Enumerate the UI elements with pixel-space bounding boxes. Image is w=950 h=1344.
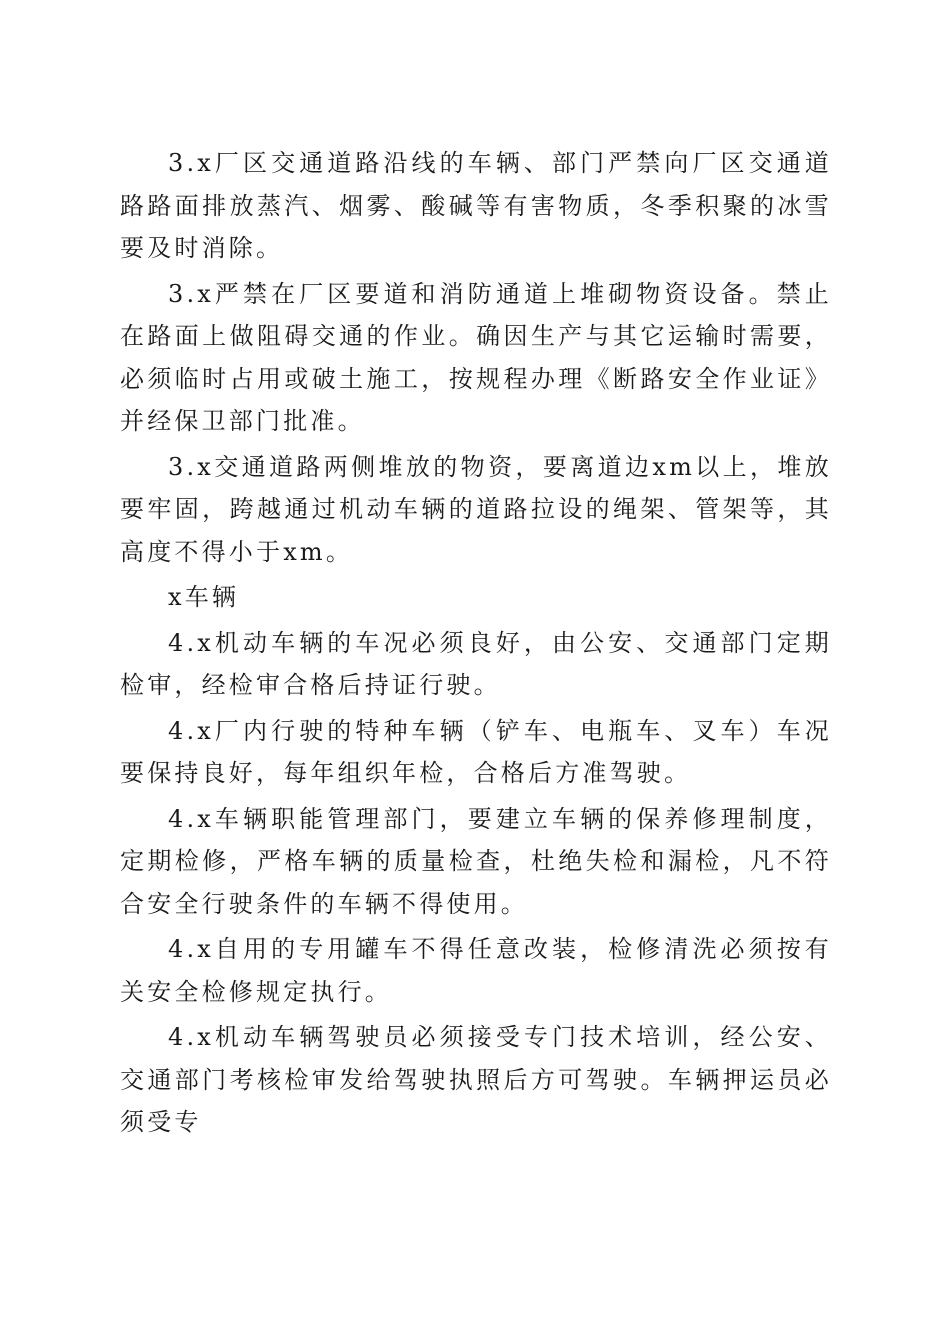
paragraph-4-vehicle-condition: 4.x机动车辆的车况必须良好，由公安、交通部门定期检审，经检审合格后持证行驶。 [120, 628, 832, 699]
document-body [120, 142, 832, 1147]
paragraph-4-maintenance: 4.x车辆职能管理部门，要建立车辆的保养修理制度，定期检修，严格车辆的质量检查，杜绝失检和漏检，凡不符合安全行驶条件的车辆不得使用。 [120, 804, 832, 918]
paragraph-4-special-vehicles: 4.x厂内行驶的特种车辆（铲车、电瓶车、叉车）车况要保持良好，每年组织年检，合格后方准驾驶。 [120, 716, 832, 787]
paragraph-4-driver-training: 4.x机动车辆驾驶员必须接受专门技术培训，经公安、交通部门考核检审发给驾驶执照后方可驾驶。车辆押运员必须受专 [120, 1023, 832, 1136]
paragraph-4-tank-trucks: 4.x自用的专用罐车不得任意改装，检修清洗必须按有关安全检修规定执行。 [120, 935, 832, 1006]
paragraph-3-road-obstruction: 3.x严禁在厂区要道和消防通道上堆砌物资设备。禁止在路面上做阻碍交通的作业。确因生产与其它运输时需要，必须临时占用或破土施工，按规程办理《断路安全作业证》并经保卫部门批准。 [120, 279, 832, 435]
paragraph-3-road-discharge: 3.x厂区交通道路沿线的车辆、部门严禁向厂区交通道路路面排放蒸汽、烟雾、酸碱等有害物质，冬季积聚的冰雪要及时消除。 [120, 149, 832, 262]
paragraph-3-road-storage: 3.x交通道路两侧堆放的物资，要离道边xm以上，堆放要牢固，跨越通过机动车辆的道路拉设的绳架、管架等，其高度不得小于xm。 [120, 452, 832, 566]
section-heading-vehicles: x车辆 [168, 583, 240, 611]
